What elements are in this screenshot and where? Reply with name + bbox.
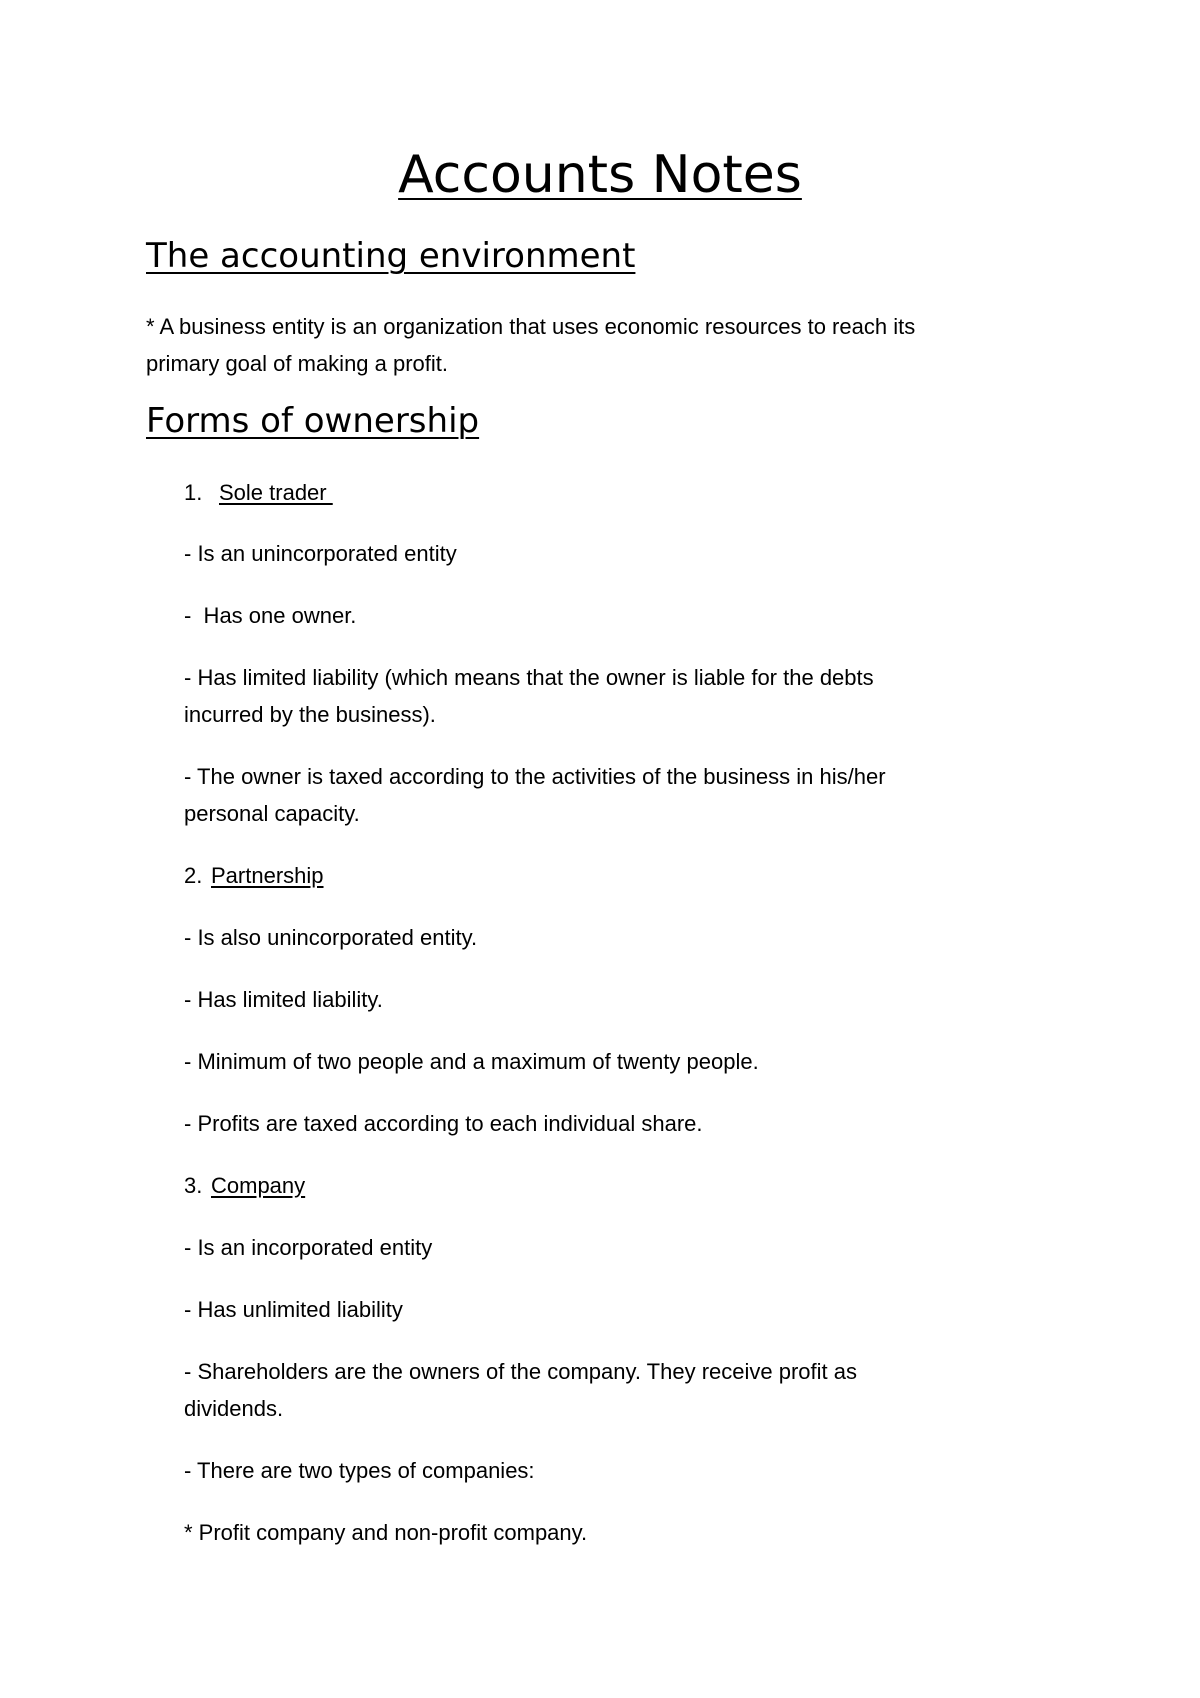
list-item: - Has unlimited liability [184,1297,403,1322]
list-item: - There are two types of companies: [184,1458,535,1483]
section-heading-accounting-environment: The accounting environment [146,236,636,276]
list-item: - Minimum of two people and a maximum of twenty people. [184,1049,759,1074]
paragraph-line: primary goal of making a profit. [146,351,449,376]
list-number: 3. [184,1173,203,1198]
list-number: 2. [184,863,203,888]
list-item: - Shareholders are the owners of the company. They receive profit as [184,1359,857,1384]
subheading-partnership: Partnership [211,863,324,888]
list-item: - Has limited liability (which means that the owner is liable for the debts [184,665,874,690]
list-item: - Is an unincorporated entity [184,541,457,566]
list-item: - Has limited liability. [184,987,383,1012]
list-item: - Has one owner. [184,603,357,628]
list-item: dividends. [184,1396,284,1421]
subheading-company: Company [211,1173,306,1198]
list-item: incurred by the business). [184,702,436,727]
list-item: - Is an incorporated entity [184,1235,433,1260]
document-title [0,142,1200,208]
section-heading-forms-of-ownership: Forms of ownership [146,401,480,441]
subheading-sole-trader: Sole trader [219,480,333,505]
list-number: 1. [184,480,203,505]
list-item: - Is also unincorporated entity. [184,925,478,950]
list-item: - The owner is taxed according to the activities of the business in his/her [184,764,886,789]
document-title-text: Accounts Notes [398,145,802,205]
list-item: - Profits are taxed according to each individual share. [184,1111,703,1136]
list-item: * Profit company and non-profit company. [184,1520,588,1545]
list-item: personal capacity. [184,801,360,826]
paragraph-line: * A business entity is an organization that uses economic resources to reach its [146,314,916,339]
